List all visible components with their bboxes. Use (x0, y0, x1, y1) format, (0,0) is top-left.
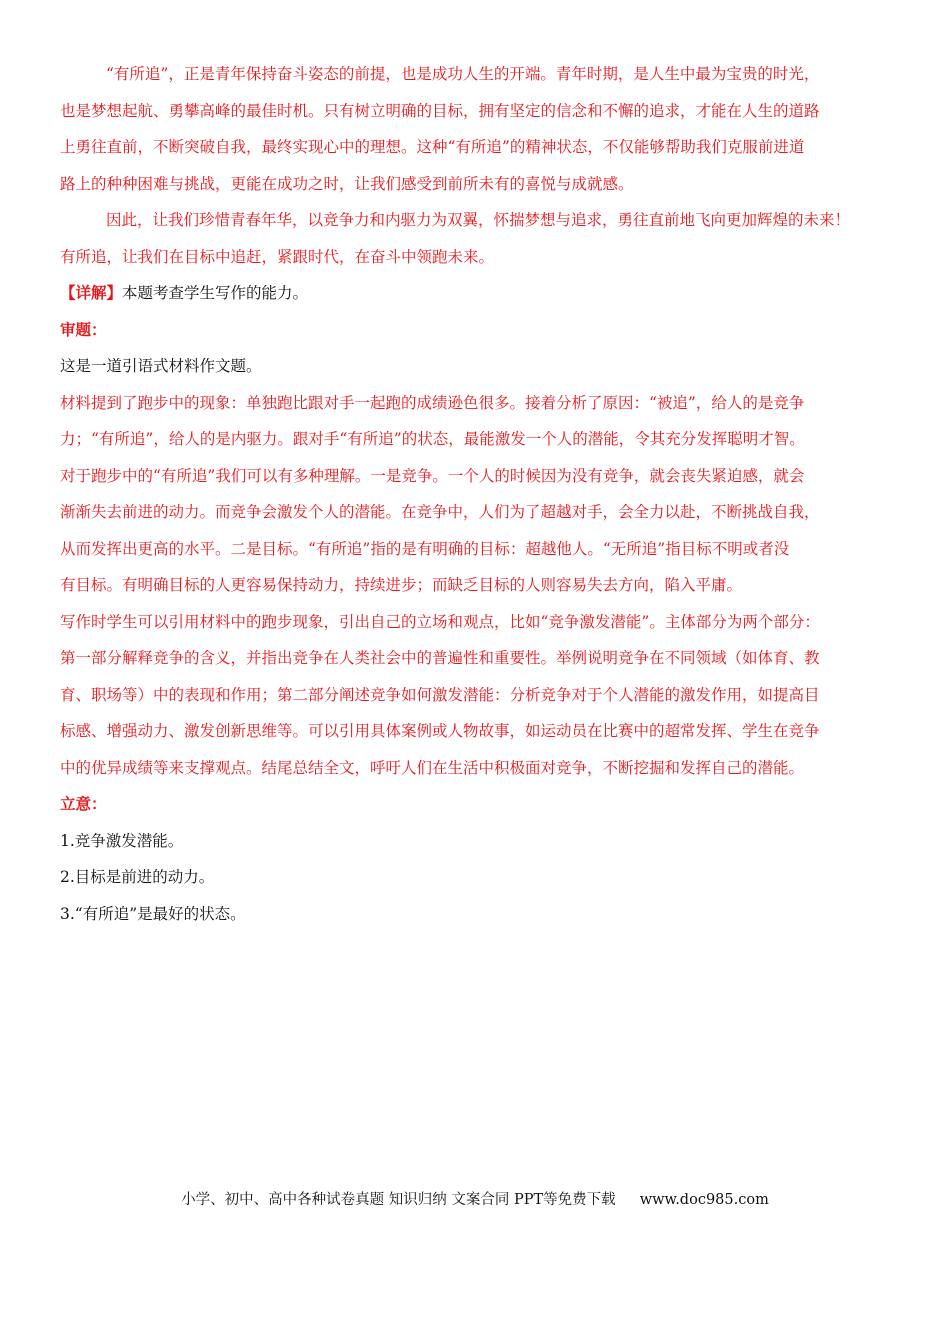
shenti-line: 材料提到了跑步中的现象：单独跑比跟对手一起跑的成绩逊色很多。接着分析了原因：“被追”，给人的是竞争 (60, 393, 805, 412)
liyi-heading: 立意： (60, 794, 107, 813)
shenti-line: 育、职场等）中的表现和作用；第二部分阐述竞争如何激发潜能：分析竞争对于个人潜能的激发作用，如提高目 (60, 685, 820, 704)
detail-text: 本题考查学生写作的能力。 (122, 284, 309, 302)
detail-line (60, 275, 890, 312)
essay-line: 路上的种种困难与挑战，更能在成功之时，让我们感受到前所未有的喜悦与成就感。 (60, 174, 634, 193)
shenti-line: 力；“有所追”，给人的是内驱力。跟对手“有所追”的状态，最能激发一个人的潜能，令其充分发挥聪明才智。 (60, 430, 805, 448)
essay-line: 有所追，让我们在目标中追赶，紧跟时代，在奋斗中领跑未来。 (60, 247, 495, 266)
shenti-line: 渐渐失去前进的动力。而竞争会激发个人的潜能。在竞争中，人们为了超越对手，会全力以赴，不断挑战自我， (60, 503, 820, 521)
liyi-item: 3.“有所追”是最好的状态。 (60, 904, 246, 923)
document-body (60, 56, 890, 932)
essay-line: 因此，让我们珍惜青春年华，以竞争力和内驱力为双翼，怀揣梦想与追求，勇往直前地飞向更加辉煌的未来！ (106, 211, 851, 229)
detail-bracket: 【详解】 (60, 283, 123, 302)
page-footer (0, 1188, 950, 1209)
shenti-intro: 这是一道引语式材料作文题。 (60, 357, 262, 375)
footer-text: 小学、初中、高中各种试卷真题 知识归纳 文案合同 PPT等免费下载 (181, 1192, 616, 1208)
shenti-line: 对于跑步中的“有所追”我们可以有多种理解。一是竞争。一个人的时候因为没有竞争，就会丧失紧迫感，就会 (60, 466, 805, 485)
shenti-line: 有目标。有明确目标的人更容易保持动力，持续进步；而缺乏目标的人则容易失去方向，陷入平庸。 (60, 576, 743, 594)
shenti-line: 中的优异成绩等来支撑观点。结尾总结全文，呼吁人们在生活中积极面对竞争，不断挖掘和发挥自己的潜能。 (60, 758, 805, 777)
shenti-line: 标感、增强动力、激发创新思维等。可以引用具体案例或人物故事，如运动员在比赛中的超常发挥、学生在竞争 (60, 722, 820, 740)
liyi-item: 1.竞争激发潜能。 (60, 831, 184, 850)
shenti-line: 第一部分解释竞争的含义，并指出竞争在人类社会中的普遍性和重要性。举例说明竞争在不同领域（如体育、教 (60, 649, 820, 667)
essay-line: 上勇往直前，不断突破自我，最终实现心中的理想。这种“有所追”的精神状态，不仅能够帮助我们克服前进道 (60, 138, 805, 156)
shenti-heading: 审题： (60, 319, 107, 339)
shenti-line: 从而发挥出更高的水平。二是目标。“有所追”指的是有明确的目标：超越他人。“无所追”指目标不明或者没 (60, 539, 790, 558)
essay-line: “有所追”，正是青年保持奋斗姿态的前提，也是成功人生的开端。青年时期，是人生中最为宝贵的时光， (106, 65, 820, 83)
footer-url[interactable]: www.doc985.com (639, 1192, 769, 1208)
shenti-line: 写作时学生可以引用材料中的跑步现象，引出自己的立场和观点，比如“竞争激发潜能”。主体部分为两个部分： (60, 612, 820, 631)
liyi-item: 2.目标是前进的动力。 (60, 868, 215, 886)
essay-line: 也是梦想起航、勇攀高峰的最佳时机。只有树立明确的目标，拥有坚定的信念和不懈的追求，才能在人生的道路 (60, 101, 820, 120)
